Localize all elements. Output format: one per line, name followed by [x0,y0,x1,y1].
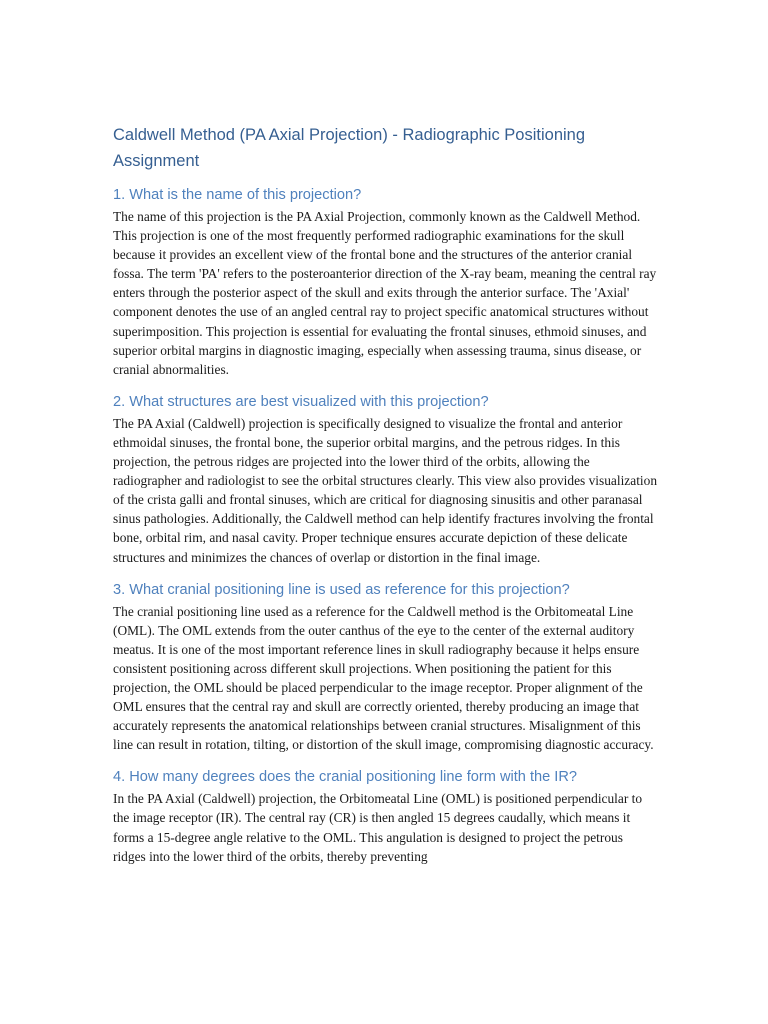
section-heading: 2. What structures are best visualized with this projection? [113,393,489,410]
document-title: Caldwell Method (PA Axial Projection) - Radiographic Positioning Assignment [113,126,586,170]
section-4 [113,767,658,865]
section-heading: 4. How many degrees does the cranial positioning line form with the IR? [113,769,577,786]
section-heading: 3. What cranial positioning line is used as reference for this projection? [113,581,570,598]
section-heading: 1. What is the name of this projection? [113,187,362,203]
section-body: The cranial positioning line used as a reference for the Caldwell method is the Orbitomeatal Line (OML). The OML extends from the outer canthus of the eye to the center of the external auditory meatus. It is one of the most important reference lines in skull radiography because it helps ensure consistent positioning across different skull projections. When positioning the patient for this projection, the OML should be placed perpendicular to the image receptor. Proper alignment of the OML ensures that the central ray and skull are correctly oriented, thereby producing an image that accurately represents the anatomical relationships between cranial structures. Misalignment of this line can result in rotation, tilting, or distortion of the skull image, compromising diagnostic accuracy. [113,603,654,753]
section-body: The name of this projection is the PA Axial Projection, commonly known as the Caldwell Method. This projection is one of the most frequently performed radiographic examinations for the skull because it provides an excellent view of the frontal bone and the structures of the anterior cranial fossa. The term 'PA' refers to the posteroanterior direction of the X-ray beam, meaning the central ray enters through the posterior aspect of the skull and exits through the anterior surface. The 'Axial' component denotes the use of an angled central ray to project specific anatomical structures without superimposition. This projection is essential for evaluating the frontal sinuses, ethmoid sinuses, and superior orbital margins in diagnostic imaging, especially when assessing trauma, sinus disease, or cranial abnormalities. [113,209,657,377]
document-page [113,122,658,879]
section-1 [113,185,658,379]
section-body: The PA Axial (Caldwell) projection is specifically designed to visualize the frontal and anterior ethmoidal sinuses, the frontal bone, the superior orbital margins, and the petrous ridges. In this projection, the petrous ridges are projected into the lower third of the orbits, allowing the radiographer and radiologist to see the orbital structures clearly. This view also provides visualization of the crista galli and frontal sinuses, which are critical for diagnosing sinusitis and other paranasal sinus pathologies. Additionally, the Caldwell method can help identify fractures involving the frontal bone, orbital rim, and nasal cavity. Proper technique ensures accurate depiction of these delicate structures and minimizes the chances of overlap or distortion in the final image. [113,415,658,565]
section-2 [113,392,658,567]
section-body: In the PA Axial (Caldwell) projection, the Orbitomeatal Line (OML) is positioned perpendicular to the image receptor (IR). The central ray (CR) is then angled 15 degrees caudally, which means it forms a 15-degree angle relative to the OML. This angulation is designed to project the petrous ridges into the lower third of the orbits, thereby preventing [113,791,643,864]
section-3 [113,580,658,755]
